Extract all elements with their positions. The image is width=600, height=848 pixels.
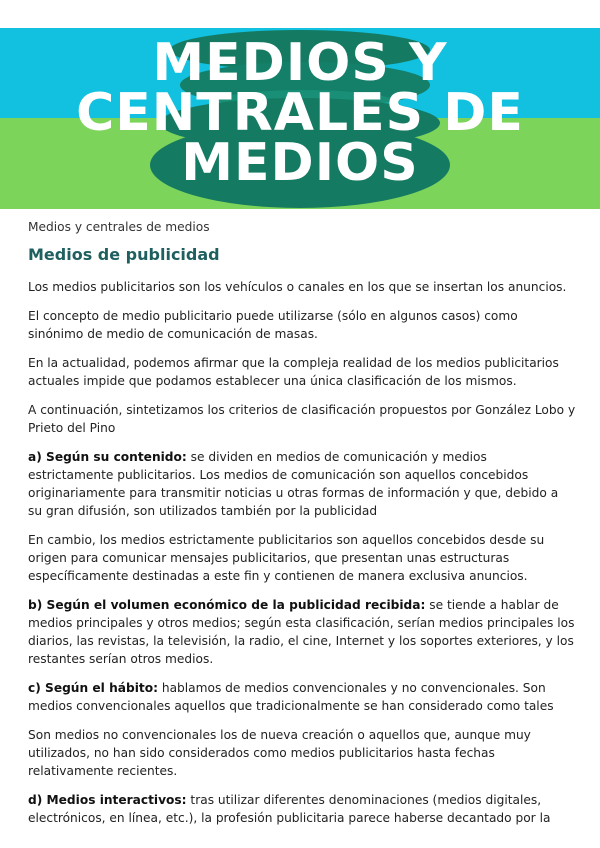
section-heading: Medios de publicidad	[28, 245, 220, 264]
paragraph-text: hablamos de medios convencionales y no convencionales. Son medios convencionales aquellos que tradicionalmente se han considerado como tales	[28, 681, 554, 713]
paragraph-text: En la actualidad, podemos afirmar que la compleja realidad de los medios publicitarios actuales impide que podamos establecer una única clasificación de los mismos.	[28, 356, 559, 388]
paragraph-text: Son medios no convencionales los de nueva creación o aquellos que, aunque muy utilizados, no han sido considerados como medios publicitarios hasta fechas relativamente recientes.	[28, 728, 531, 778]
paragraph-lead: d) Medios interactivos:	[28, 793, 187, 807]
paragraph	[28, 726, 576, 780]
paragraph	[28, 354, 576, 390]
cover-banner	[0, 0, 600, 209]
cover-title-line: CENTRALES DE	[76, 83, 524, 143]
document-breadcrumb: Medios y centrales de medios	[28, 220, 210, 234]
paragraph-lead: a) Según su contenido:	[28, 450, 187, 464]
paragraph-lead: b) Según el volumen económico de la publicidad recibida:	[28, 598, 426, 612]
cover-title-line: MEDIOS	[181, 133, 419, 193]
cover-title-line: MEDIOS Y	[152, 33, 448, 93]
paragraph	[28, 401, 576, 437]
document-body	[28, 218, 576, 838]
paragraph-text: En cambio, los medios estrictamente publicitarios son aquellos concebidos desde su origen para comunicar mensajes publicitarios, que presentan unas estructuras específicamente destinadas a este fin y contienen de manera exclusiva anuncios.	[28, 533, 545, 583]
paragraph-text: A continuación, sintetizamos los criterios de clasificación propuestos por González Lobo y Prieto del Pino	[28, 403, 576, 435]
paragraph	[28, 448, 576, 520]
paragraph	[28, 791, 576, 827]
paragraph-text: Los medios publicitarios son los vehículos o canales en los que se insertan los anuncios.	[28, 280, 567, 294]
paragraph	[28, 596, 576, 668]
paragraph-text: El concepto de medio publicitario puede utilizarse (sólo en algunos casos) como sinónimo de medio de comunicación de masas.	[28, 309, 518, 341]
banner-top-strip	[0, 0, 600, 28]
paragraph	[28, 278, 576, 296]
paragraph-lead: c) Según el hábito:	[28, 681, 158, 695]
cover-title	[0, 33, 600, 193]
paragraph-text: se dividen en medios de comunicación y medios estrictamente publicitarios. Los medios de comunicación son aquellos concebidos originariamente para transmitir noticias u otras formas de información y que, debido a su gran difusión, son utilizados también por la publicidad	[28, 450, 559, 518]
paragraph	[28, 531, 576, 585]
paragraph-text: se tiende a hablar de medios principales y otros medios; según esta clasificación, serían medios principales los diarios, las revistas, la televisión, la radio, el cine, Internet y los soportes exteriores, y los restantes serían otros medios.	[28, 598, 575, 666]
paragraph	[28, 679, 576, 715]
paragraph	[28, 307, 576, 343]
paragraph-text: tras utilizar diferentes denominaciones (medios digitales, electrónicos, en línea, etc.), la profesión publicitaria parece haberse decantado por la	[28, 793, 551, 825]
